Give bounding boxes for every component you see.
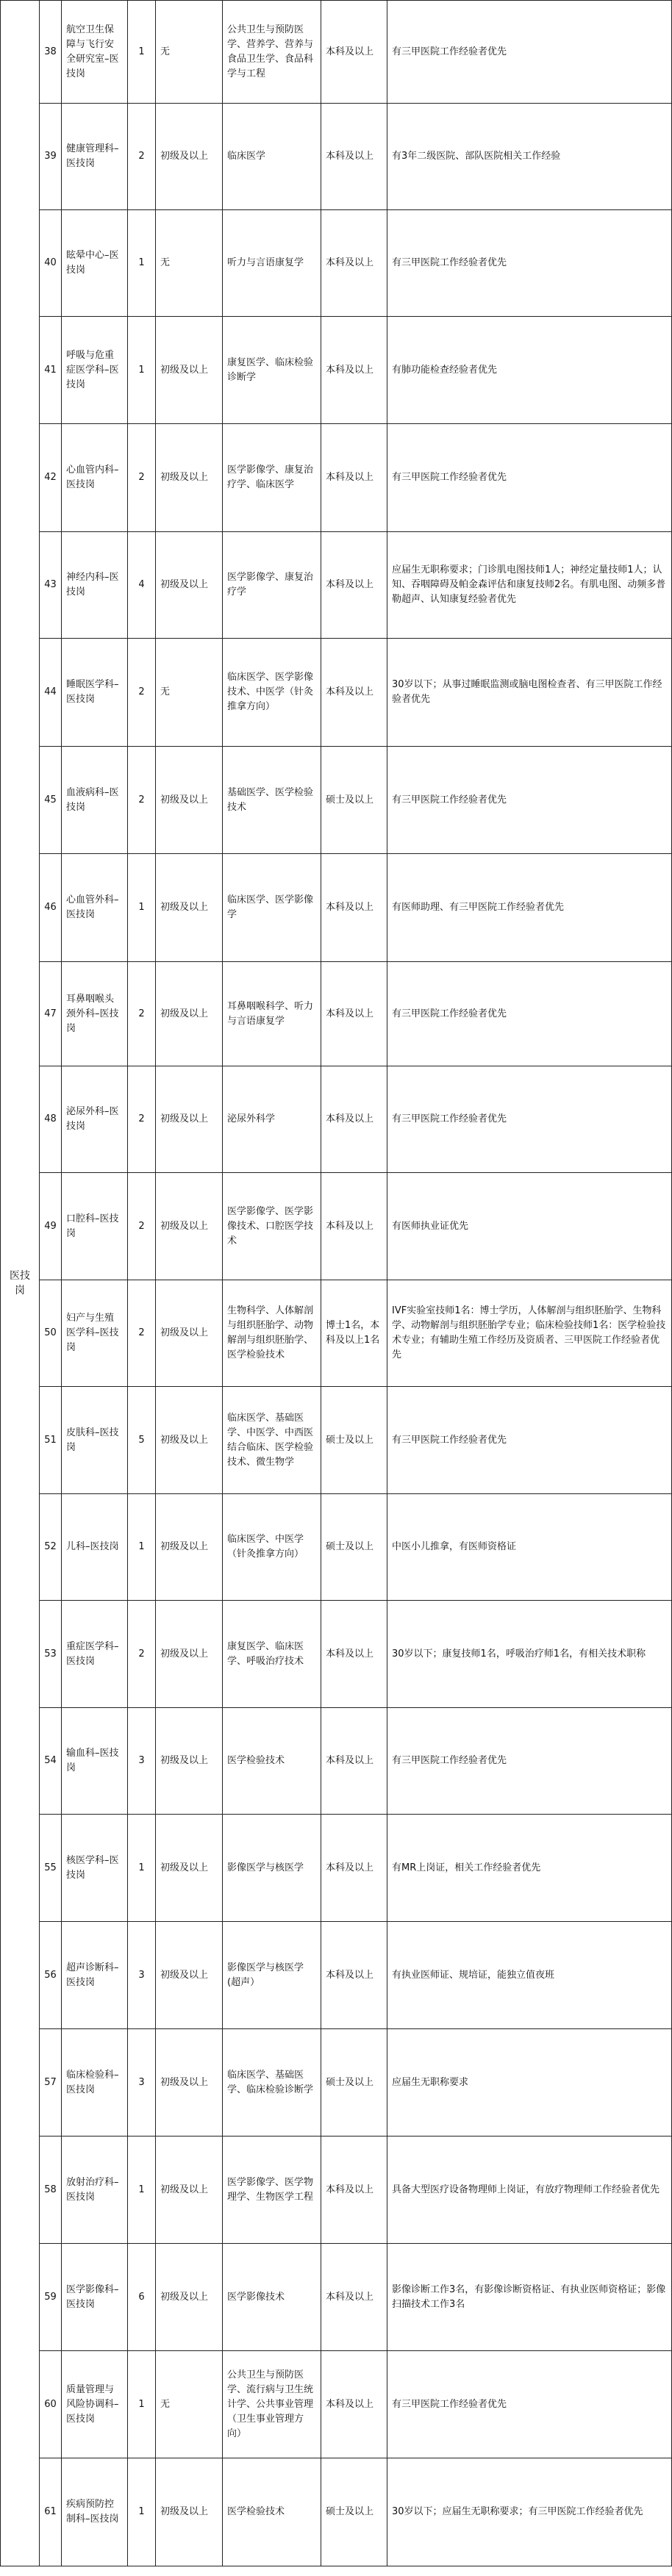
- education-cell: 本科及以上: [321, 2136, 387, 2244]
- headcount-cell: 2: [128, 747, 156, 854]
- title-level-cell: 初级及以上: [156, 2136, 223, 2244]
- education-cell: 本科及以上: [321, 317, 387, 424]
- row-number-cell: 45: [40, 747, 62, 854]
- position-title-cell: 口腔科–医技岗: [62, 1173, 128, 1280]
- row-number-cell: 58: [40, 2136, 62, 2244]
- education-cell: 本科及以上: [321, 1, 387, 104]
- position-title-cell: 超声诊断科–医技岗: [62, 1922, 128, 2029]
- title-level-cell: 初级及以上: [156, 1601, 223, 1708]
- education-cell: 本科及以上: [321, 854, 387, 962]
- title-level-cell: 初级及以上: [156, 1494, 223, 1601]
- title-level-cell: 初级及以上: [156, 532, 223, 639]
- row-number-cell: 38: [40, 1, 62, 104]
- requirements-cell: 应届生无职称要求；门诊肌电图技师1人；神经定量技师1人；认知、吞咽障碍及帕金森评估和康复技师2名。有肌电图、动频多普勒超声、认知康复经验者优先: [387, 532, 672, 639]
- table-row: [1, 1601, 672, 1708]
- headcount-cell: 2: [128, 962, 156, 1066]
- headcount-cell: 4: [128, 532, 156, 639]
- major-cell: 基础医学、医学检验技术: [223, 747, 321, 854]
- major-cell: 康复医学、临床检验诊断学: [223, 317, 321, 424]
- position-title-cell: 航空卫生保障与飞行安全研究室–医技岗: [62, 1, 128, 104]
- row-number-cell: 53: [40, 1601, 62, 1708]
- major-cell: 医学检验技术: [223, 1708, 321, 1815]
- position-title-cell: 皮肤科–医技岗: [62, 1387, 128, 1494]
- headcount-cell: 1: [128, 2458, 156, 2566]
- requirements-cell: 有三甲医院工作经验者优先: [387, 1, 672, 104]
- requirements-cell: 影像诊断工作3名，有影像诊断资格证、有执业医师资格证；影像扫描技术工作3名: [387, 2244, 672, 2351]
- headcount-cell: 2: [128, 1280, 156, 1387]
- position-title-cell: 眩晕中心–医技岗: [62, 210, 128, 317]
- title-level-cell: 无: [156, 639, 223, 747]
- headcount-cell: 2: [128, 1601, 156, 1708]
- row-number-cell: 47: [40, 962, 62, 1066]
- position-title-cell: 耳鼻咽喉头颈外科–医技岗: [62, 962, 128, 1066]
- major-cell: 影像医学与核医学(超声）: [223, 1922, 321, 2029]
- major-cell: 临床医学、基础医学、临床检验诊断学: [223, 2029, 321, 2136]
- position-title-cell: 健康管理科–医技岗: [62, 104, 128, 210]
- major-cell: 临床医学、医学影像学: [223, 854, 321, 962]
- education-cell: 本科及以上: [321, 1708, 387, 1815]
- education-cell: 本科及以上: [321, 532, 387, 639]
- education-cell: 本科及以上: [321, 2351, 387, 2458]
- major-cell: 公共卫生与预防医学、营养学、营养与食品卫生学、食品科学与工程: [223, 1, 321, 104]
- table-row: [1, 2029, 672, 2136]
- headcount-cell: 1: [128, 1815, 156, 1922]
- major-cell: 听力与言语康复学: [223, 210, 321, 317]
- table-row: [1, 639, 672, 747]
- position-title-cell: 儿科–医技岗: [62, 1494, 128, 1601]
- table-row: [1, 1387, 672, 1494]
- row-number-cell: 50: [40, 1280, 62, 1387]
- requirements-cell: 有MR上岗证，相关工作经验者优先: [387, 1815, 672, 1922]
- education-cell: 硕士及以上: [321, 747, 387, 854]
- headcount-cell: 5: [128, 1387, 156, 1494]
- row-number-cell: 55: [40, 1815, 62, 1922]
- row-number-cell: 51: [40, 1387, 62, 1494]
- title-level-cell: 初级及以上: [156, 317, 223, 424]
- education-cell: 本科及以上: [321, 1815, 387, 1922]
- major-cell: 生物科学、人体解剖与组织胚胎学、动物解剖与组织胚胎学、医学检验技术: [223, 1280, 321, 1387]
- education-cell: 本科及以上: [321, 1601, 387, 1708]
- row-number-cell: 49: [40, 1173, 62, 1280]
- education-cell: 本科及以上: [321, 104, 387, 210]
- position-title-cell: 泌尿外科–医技岗: [62, 1066, 128, 1173]
- education-cell: 本科及以上: [321, 1173, 387, 1280]
- major-cell: 医学影像学、医学物理学、生物医学工程: [223, 2136, 321, 2244]
- table-row: [1, 1494, 672, 1601]
- table-row: [1, 104, 672, 210]
- row-number-cell: 40: [40, 210, 62, 317]
- table-row: [1, 1280, 672, 1387]
- major-cell: 公共卫生与预防医学、流行病与卫生统计学、公共事业管理（卫生事业管理方向）: [223, 2351, 321, 2458]
- table-row: [1, 962, 672, 1066]
- position-title-cell: 血液病科–医技岗: [62, 747, 128, 854]
- education-cell: 本科及以上: [321, 210, 387, 317]
- headcount-cell: 1: [128, 210, 156, 317]
- title-level-cell: 初级及以上: [156, 1066, 223, 1173]
- headcount-cell: 1: [128, 1, 156, 104]
- major-cell: 临床医学、中医学（针灸推拿方向）: [223, 1494, 321, 1601]
- education-cell: 博士1名，本科及以上1名: [321, 1280, 387, 1387]
- title-level-cell: 初级及以上: [156, 962, 223, 1066]
- education-cell: 本科及以上: [321, 1922, 387, 2029]
- position-title-cell: 疾病预防控制科–医技岗: [62, 2458, 128, 2566]
- row-number-cell: 41: [40, 317, 62, 424]
- position-title-cell: 临床检验科–医技岗: [62, 2029, 128, 2136]
- table-row: [1, 2244, 672, 2351]
- table-row: [1, 854, 672, 962]
- category-cell: 医技岗: [1, 1, 40, 2566]
- headcount-cell: 1: [128, 854, 156, 962]
- position-title-cell: 核医学科–医技岗: [62, 1815, 128, 1922]
- title-level-cell: 初级及以上: [156, 1280, 223, 1387]
- headcount-cell: 6: [128, 2244, 156, 2351]
- row-number-cell: 56: [40, 1922, 62, 2029]
- table-row: [1, 1, 672, 104]
- title-level-cell: 初级及以上: [156, 2244, 223, 2351]
- table-row: [1, 1815, 672, 1922]
- table-row: [1, 2458, 672, 2566]
- row-number-cell: 48: [40, 1066, 62, 1173]
- position-title-cell: 放射治疗科–医技岗: [62, 2136, 128, 2244]
- table-row: [1, 1066, 672, 1173]
- major-cell: 康复医学、临床医学、呼吸治疗技术: [223, 1601, 321, 1708]
- requirements-cell: 有3年二级医院、部队医院相关工作经验: [387, 104, 672, 210]
- headcount-cell: 3: [128, 1708, 156, 1815]
- requirements-cell: 有医师助理、有三甲医院工作经验者优先: [387, 854, 672, 962]
- title-level-cell: 初级及以上: [156, 747, 223, 854]
- requirements-cell: 有三甲医院工作经验者优先: [387, 962, 672, 1066]
- title-level-cell: 初级及以上: [156, 2458, 223, 2566]
- row-number-cell: 52: [40, 1494, 62, 1601]
- title-level-cell: 初级及以上: [156, 424, 223, 532]
- headcount-cell: 2: [128, 104, 156, 210]
- title-level-cell: 初级及以上: [156, 1387, 223, 1494]
- position-title-cell: 神经内科–医技岗: [62, 532, 128, 639]
- title-level-cell: 无: [156, 2351, 223, 2458]
- table-body: [1, 1, 672, 2566]
- position-title-cell: 呼吸与危重症医学科–医技岗: [62, 317, 128, 424]
- table-row: [1, 2136, 672, 2244]
- education-cell: 本科及以上: [321, 962, 387, 1066]
- row-number-cell: 43: [40, 532, 62, 639]
- position-title-cell: 心血管外科–医技岗: [62, 854, 128, 962]
- major-cell: 医学影像学、医学影像技术、口腔医学技术: [223, 1173, 321, 1280]
- title-level-cell: 初级及以上: [156, 2029, 223, 2136]
- table-row: [1, 424, 672, 532]
- position-title-cell: 医学影像科–医技岗: [62, 2244, 128, 2351]
- row-number-cell: 57: [40, 2029, 62, 2136]
- requirements-cell: 30岁以下；康复技师1名，呼吸治疗师1名，有相关技术职称: [387, 1601, 672, 1708]
- row-number-cell: 42: [40, 424, 62, 532]
- headcount-cell: 1: [128, 2136, 156, 2244]
- major-cell: 泌尿外科学: [223, 1066, 321, 1173]
- title-level-cell: 无: [156, 1, 223, 104]
- table-row: [1, 747, 672, 854]
- headcount-cell: 2: [128, 639, 156, 747]
- row-number-cell: 44: [40, 639, 62, 747]
- education-cell: 硕士及以上: [321, 2029, 387, 2136]
- position-title-cell: 睡眠医学科–医技岗: [62, 639, 128, 747]
- requirements-cell: 有执业医师证、规培证，能独立值夜班: [387, 1922, 672, 2029]
- requirements-cell: 有三甲医院工作经验者优先: [387, 1387, 672, 1494]
- row-number-cell: 61: [40, 2458, 62, 2566]
- headcount-cell: 2: [128, 424, 156, 532]
- requirements-cell: 应届生无职称要求: [387, 2029, 672, 2136]
- requirements-cell: 有三甲医院工作经验者优先: [387, 1708, 672, 1815]
- title-level-cell: 初级及以上: [156, 104, 223, 210]
- requirements-cell: 有三甲医院工作经验者优先: [387, 2351, 672, 2458]
- major-cell: 医学影像学、康复治疗学: [223, 532, 321, 639]
- requirements-cell: 有医师执业证优先: [387, 1173, 672, 1280]
- headcount-cell: 2: [128, 1173, 156, 1280]
- major-cell: 临床医学、基础医学、中医学、中西医结合临床、医学检验技术、微生物学: [223, 1387, 321, 1494]
- table-row: [1, 317, 672, 424]
- row-number-cell: 46: [40, 854, 62, 962]
- requirements-cell: IVF实验室技师1名：博士学历，人体解剖与组织胚胎学、生物科学、动物解剖与组织胚胎学专业；临床检验技师1名：医学检验技术专业；有辅助生殖工作经历及资质者、三甲医院工作经验者优先: [387, 1280, 672, 1387]
- education-cell: 本科及以上: [321, 1066, 387, 1173]
- title-level-cell: 初级及以上: [156, 1922, 223, 2029]
- title-level-cell: 初级及以上: [156, 1708, 223, 1815]
- major-cell: 医学检验技术: [223, 2458, 321, 2566]
- requirements-cell: 具备大型医疗设备物理师上岗证，有放疗物理师工作经验者优先: [387, 2136, 672, 2244]
- row-number-cell: 54: [40, 1708, 62, 1815]
- table-row: [1, 1173, 672, 1280]
- major-cell: 临床医学、医学影像技术、中医学（针灸推拿方向）: [223, 639, 321, 747]
- education-cell: 本科及以上: [321, 2244, 387, 2351]
- requirements-cell: 有肺功能检查经验者优先: [387, 317, 672, 424]
- education-cell: 硕士及以上: [321, 2458, 387, 2566]
- table-row: [1, 2351, 672, 2458]
- table-row: [1, 1708, 672, 1815]
- major-cell: 临床医学: [223, 104, 321, 210]
- table-row: [1, 532, 672, 639]
- requirements-cell: 中医小儿推拿，有医师资格证: [387, 1494, 672, 1601]
- requirements-cell: 有三甲医院工作经验者优先: [387, 210, 672, 317]
- requirements-cell: 有三甲医院工作经验者优先: [387, 1066, 672, 1173]
- title-level-cell: 初级及以上: [156, 1173, 223, 1280]
- headcount-cell: 3: [128, 2029, 156, 2136]
- row-number-cell: 39: [40, 104, 62, 210]
- position-title-cell: 质量管理与风险协调科–医技岗: [62, 2351, 128, 2458]
- major-cell: 影像医学与核医学: [223, 1815, 321, 1922]
- position-title-cell: 心血管内科–医技岗: [62, 424, 128, 532]
- headcount-cell: 2: [128, 1066, 156, 1173]
- headcount-cell: 3: [128, 1922, 156, 2029]
- table-row: [1, 1922, 672, 2029]
- education-cell: 本科及以上: [321, 639, 387, 747]
- major-cell: 医学影像技术: [223, 2244, 321, 2351]
- headcount-cell: 1: [128, 2351, 156, 2458]
- position-title-cell: 输血科–医技岗: [62, 1708, 128, 1815]
- education-cell: 硕士及以上: [321, 1387, 387, 1494]
- headcount-cell: 1: [128, 1494, 156, 1601]
- requirements-cell: 有三甲医院工作经验者优先: [387, 424, 672, 532]
- position-title-cell: 重症医学科–医技岗: [62, 1601, 128, 1708]
- row-number-cell: 59: [40, 2244, 62, 2351]
- title-level-cell: 初级及以上: [156, 1815, 223, 1922]
- education-cell: 本科及以上: [321, 424, 387, 532]
- major-cell: 医学影像学、康复治疗学、临床医学: [223, 424, 321, 532]
- education-cell: 硕士及以上: [321, 1494, 387, 1601]
- requirements-cell: 30岁以下；应届生无职称要求；有三甲医院工作经验者优先: [387, 2458, 672, 2566]
- position-title-cell: 妇产与生殖医学科–医技岗: [62, 1280, 128, 1387]
- table-row: [1, 210, 672, 317]
- requirements-cell: 30岁以下；从事过睡眠监测或脑电图检查者、有三甲医院工作经验者优先: [387, 639, 672, 747]
- row-number-cell: 60: [40, 2351, 62, 2458]
- headcount-cell: 1: [128, 317, 156, 424]
- title-level-cell: 初级及以上: [156, 854, 223, 962]
- title-level-cell: 无: [156, 210, 223, 317]
- requirements-cell: 有三甲医院工作经验者优先: [387, 747, 672, 854]
- major-cell: 耳鼻咽喉科学、听力与言语康复学: [223, 962, 321, 1066]
